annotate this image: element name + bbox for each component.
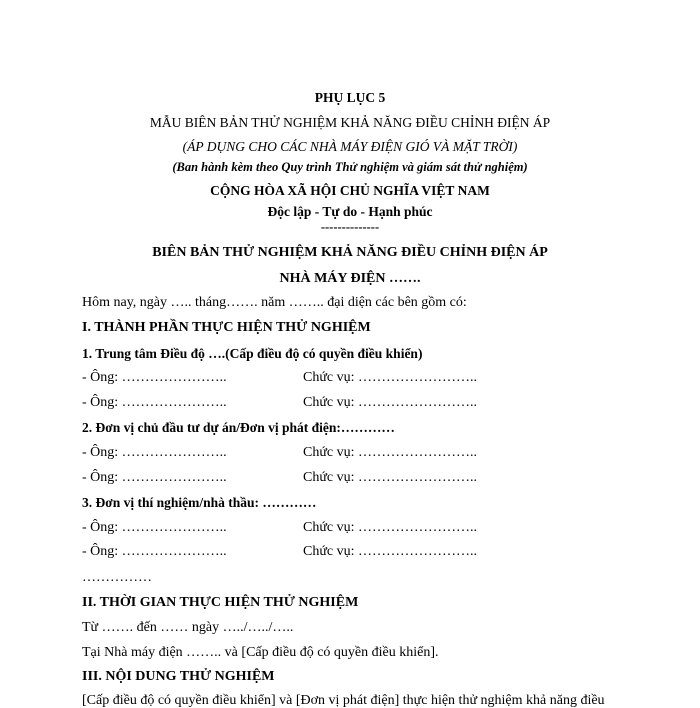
participant-position: Chức vụ: …………………….. [303, 370, 478, 385]
scope-note: (ÁP DỤNG CHO CÁC NHÀ MÁY ĐIỆN GIÓ VÀ MẶT TRỜI) [182, 139, 518, 154]
national-motto: Độc lập - Tự do - Hạnh phúc [267, 204, 433, 219]
participant-name: - Ông: ………………….. [82, 370, 227, 385]
test-place: Tại Nhà máy điện …….. và [Cấp điều độ có quyền điều khiển]. [82, 645, 439, 660]
section-3-heading: III. NỘI DUNG THỬ NGHIỆM [82, 669, 275, 684]
participant-name: - Ông: ………………….. [82, 445, 227, 460]
participant-name: - Ông: ………………….. [82, 395, 227, 410]
section-3-paragraph: [Cấp điều độ có quyền điều khiển] và [Đơn vị phát điện] thực hiện thử nghiệm khả năng điều [82, 693, 605, 708]
participant-position: Chức vụ: …………………….. [303, 445, 478, 460]
participant-name: - Ông: ………………….. [82, 520, 227, 535]
group-1-heading: 1. Trung tâm Điều độ ….(Cấp điều độ có quyền điều khiển) [82, 346, 423, 361]
section-2-heading: II. THỜI GIAN THỰC HIỆN THỬ NGHIỆM [82, 595, 359, 610]
report-title: BIÊN BẢN THỬ NGHIỆM KHẢ NĂNG ĐIỀU CHỈNH ĐIỆN ÁP [152, 245, 548, 260]
trailing-dots: …………… [82, 570, 152, 585]
group-3-heading: 3. Đơn vị thí nghiệm/nhà thầu: ………… [82, 495, 317, 510]
appendix-label: PHỤ LỤC 5 [314, 90, 386, 105]
participant-name: - Ông: ………………….. [82, 470, 227, 485]
template-title: MẪU BIÊN BẢN THỬ NGHIỆM KHẢ NĂNG ĐIỀU CHỈNH ĐIỆN ÁP [149, 115, 551, 130]
participant-position: Chức vụ: …………………….. [303, 470, 478, 485]
issued-note: (Ban hành kèm theo Quy trình Thử nghiệm và giám sát thử nghiệm) [172, 160, 528, 174]
test-time: Từ ……. đến …… ngày …../…../….. [82, 620, 294, 635]
plant-name: NHÀ MÁY ĐIỆN ……. [279, 271, 421, 286]
group-2-heading: 2. Đơn vị chủ đầu tư dự án/Đơn vị phát điện:………… [82, 420, 395, 435]
participant-position: Chức vụ: …………………….. [303, 395, 478, 410]
separator-line: -------------- [320, 220, 380, 234]
national-title: CỘNG HÒA XÃ HỘI CHỦ NGHĨA VIỆT NAM [210, 183, 490, 198]
participant-position: Chức vụ: …………………….. [303, 520, 478, 535]
participant-name: - Ông: ………………….. [82, 544, 227, 559]
intro-paragraph: Hôm nay, ngày ….. tháng……. năm …….. đại diện các bên gồm có: [82, 295, 467, 310]
section-1-heading: I. THÀNH PHẦN THỰC HIỆN THỬ NGHIỆM [82, 320, 371, 335]
participant-position: Chức vụ: …………………….. [303, 544, 478, 559]
